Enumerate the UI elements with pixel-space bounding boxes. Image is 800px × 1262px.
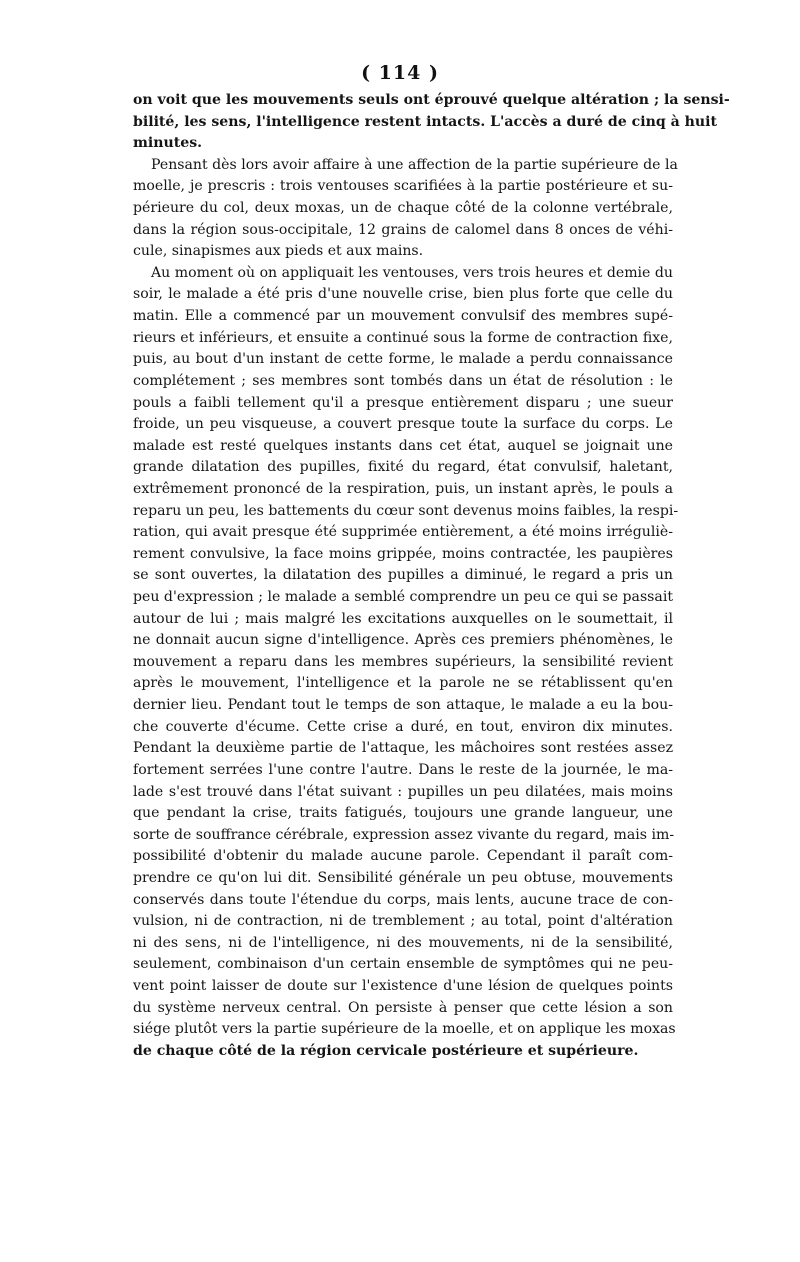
text-line: ne donnait aucun signe d'intelligence. Après ces premiers phénomènes, le: [133, 632, 673, 649]
text-line: possibilité d'obtenir du malade aucune parole. Cependant il paraît com-: [133, 848, 673, 865]
text-line: bilité, les sens, l'intelligence restent intacts. L'accès a duré de cinq à huit: [133, 113, 717, 130]
text-line: malade est resté quelques instants dans cet état, auquel se joignait une: [133, 437, 673, 454]
text-line: peu d'expression ; le malade a semblé comprendre un peu ce qui se passait: [133, 589, 673, 606]
text-line: matin. Elle a commencé par un mouvement convulsif des membres supé-: [133, 308, 673, 325]
text-line: autour de lui ; mais malgré les excitations auxquelles on le soumettait, il: [133, 610, 673, 627]
text-line: vulsion, ni de contraction, ni de tremblement ; au total, point d'altération: [133, 913, 673, 930]
text-line: grande dilatation des pupilles, fixité du regard, état convulsif, haletant,: [133, 459, 673, 476]
text-line: moelle, je prescris : trois ventouses scarifiées à la partie postérieure et su-: [133, 178, 673, 195]
text-line: lade s'est trouvé dans l'état suivant : pupilles un peu dilatées, mais moins: [133, 783, 673, 800]
paragraph-start-line: Au moment où on appliquait les ventouses, vers trois heures et demie du: [151, 264, 673, 281]
text-line: extrêmement prononcé de la respiration, puis, un instant après, le pouls a: [133, 480, 673, 497]
text-line: on voit que les mouvements seuls ont éprouvé quelque altération ; la sensi-: [133, 92, 730, 108]
text-line: ration, qui avait presque été supprimée entièrement, a été moins irréguliè-: [133, 524, 673, 541]
text-line: Pendant la deuxième partie de l'attaque, les mâchoires sont restées assez: [133, 740, 673, 757]
text-line: du système nerveux central. On persiste à penser que cette lésion a son: [133, 999, 673, 1016]
text-line: après le mouvement, l'intelligence et la parole ne se rétablissent qu'en: [133, 675, 673, 692]
text-line: soir, le malade a été pris d'une nouvelle crise, bien plus forte que celle du: [133, 286, 673, 303]
text-line: conservés dans toute l'étendue du corps, mais lents, aucune trace de con-: [133, 891, 673, 908]
text-line: complétement ; ses membres sont tombés dans un état de résolution : le: [133, 372, 673, 389]
text-line: de chaque côté de la région cervicale postérieure et supérieure.: [133, 1042, 639, 1059]
text-line: périeure du col, deux moxas, un de chaque côté de la colonne vertébrale,: [133, 200, 673, 217]
text-line: pouls a faibli tellement qu'il a presque entièrement disparu ; une sueur: [133, 394, 673, 411]
text-line: puis, au bout d'un instant de cette forme, le malade a perdu connaissance: [133, 351, 673, 368]
body-text: [133, 90, 730, 1062]
text-line: ni des sens, ni de l'intelligence, ni des mouvements, ni de la sensibilité,: [133, 934, 673, 951]
text-line: dernier lieu. Pendant tout le temps de son attaque, le malade a eu la bou-: [133, 697, 673, 714]
page-number: ( 114 ): [361, 62, 439, 84]
text-line: sorte de souffrance cérébrale, expression assez vivante du regard, mais im-: [133, 826, 675, 843]
text-line: cule, sinapismes aux pieds et aux mains.: [133, 243, 424, 260]
text-line: siége plutôt vers la partie supérieure de la moelle, et on applique les moxas: [133, 1021, 676, 1038]
paragraph-start-line: Pensant dès lors avoir affaire à une affection de la partie supérieure de la: [151, 156, 678, 173]
text-line: se sont ouvertes, la dilatation des pupilles a diminué, le regard a pris un: [133, 567, 673, 584]
text-line: rieurs et inférieurs, et ensuite a continué sous la forme de contraction fixe,: [133, 329, 673, 346]
text-line: reparu un peu, les battements du cœur sont devenus moins faibles, la respi-: [133, 502, 679, 519]
text-line: prendre ce qu'on lui dit. Sensibilité générale un peu obtuse, mouvements: [133, 869, 673, 886]
text-line: mouvement a reparu dans les membres supérieurs, la sensibilité revient: [133, 653, 673, 670]
text-line: rement convulsive, la face moins grippée, moins contractée, les paupières: [133, 545, 673, 562]
text-line: vent point laisser de doute sur l'existence d'une lésion de quelques points: [133, 977, 673, 994]
text-line: fortement serrées l'une contre l'autre. Dans le reste de la journée, le ma-: [133, 761, 673, 778]
text-line: minutes.: [133, 135, 203, 152]
text-line: froide, un peu visqueuse, a couvert presque toute la surface du corps. Le: [133, 416, 673, 433]
text-line: dans la région sous-occipitale, 12 grains de calomel dans 8 onces de véhi-: [133, 221, 673, 238]
text-line: che couverte d'écume. Cette crise a duré, en tout, environ dix minutes.: [133, 718, 673, 735]
text-line: que pendant la crise, traits fatigués, toujours une grande langueur, une: [133, 805, 673, 822]
text-line: seulement, combinaison d'un certain ensemble de symptômes qui ne peu-: [133, 956, 673, 973]
